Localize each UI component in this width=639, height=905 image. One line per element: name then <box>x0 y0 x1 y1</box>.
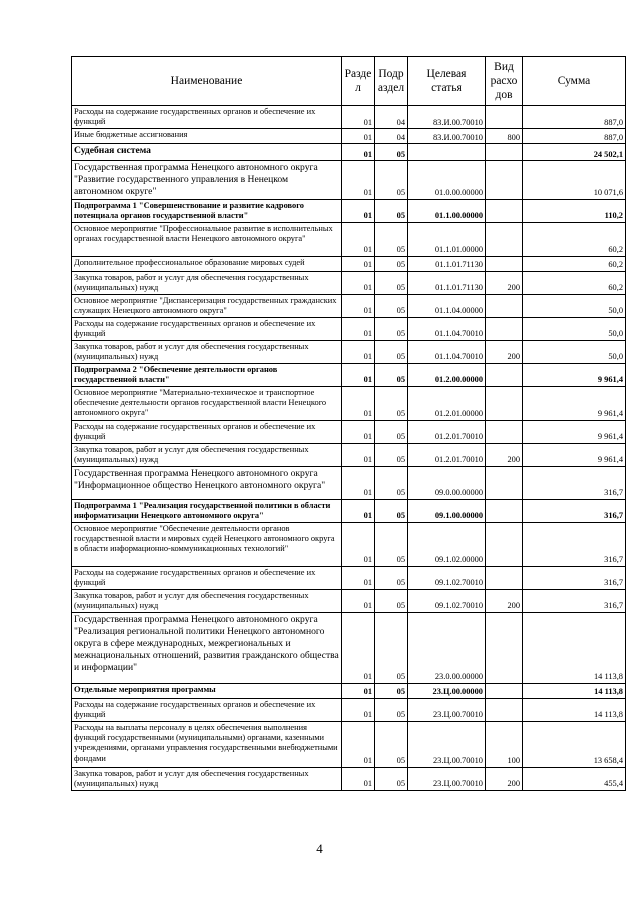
cell-section: 01 <box>342 129 375 144</box>
table-row <box>72 271 626 294</box>
cell-target: 01.1.04.70010 <box>408 340 486 363</box>
cell-sum: 13 658,4 <box>523 721 626 767</box>
cell-target: 01.2.00.00000 <box>408 363 486 386</box>
cell-type: 200 <box>486 589 523 612</box>
table-row <box>72 522 626 566</box>
cell-section: 01 <box>342 340 375 363</box>
cell-name: Закупка товаров, работ и услуг для обеспечения государственных (муниципальных) нужд <box>72 443 342 466</box>
table-row <box>72 144 626 161</box>
cell-sum: 10 071,6 <box>523 161 626 200</box>
cell-name: Иные бюджетные ассигнования <box>72 129 342 144</box>
cell-subsection: 05 <box>375 144 408 161</box>
cell-type: 200 <box>486 767 523 790</box>
table-row <box>72 767 626 790</box>
cell-target: 01.1.00.00000 <box>408 199 486 222</box>
cell-sum: 50,0 <box>523 294 626 317</box>
cell-section: 01 <box>342 499 375 522</box>
cell-name: Подпрограмма 2 "Обеспечение деятельности органов государственной власти" <box>72 363 342 386</box>
table-row <box>72 317 626 340</box>
cell-name: Подпрограмма 1 "Реализация государственной политики в области информатизации Ненецкого автономного округа" <box>72 499 342 522</box>
cell-name: Расходы на содержание государственных органов и обеспечение их функций <box>72 566 342 589</box>
cell-type <box>486 199 523 222</box>
table-row <box>72 466 626 499</box>
cell-subsection: 05 <box>375 589 408 612</box>
cell-subsection: 05 <box>375 271 408 294</box>
cell-type <box>486 363 523 386</box>
cell-name: Судебная система <box>72 144 342 161</box>
cell-type <box>486 144 523 161</box>
table-row <box>72 386 626 420</box>
cell-subsection: 05 <box>375 698 408 721</box>
cell-type <box>486 499 523 522</box>
cell-name: Расходы на содержание государственных органов и обеспечение их функций <box>72 317 342 340</box>
header-sum: Сумма <box>523 57 626 106</box>
cell-sum: 9 961,4 <box>523 420 626 443</box>
cell-subsection: 05 <box>375 466 408 499</box>
table-row <box>72 683 626 698</box>
table-row <box>72 443 626 466</box>
cell-section: 01 <box>342 767 375 790</box>
cell-section: 01 <box>342 522 375 566</box>
cell-sum: 455,4 <box>523 767 626 790</box>
cell-sum: 316,7 <box>523 589 626 612</box>
table-row <box>72 340 626 363</box>
table-row <box>72 420 626 443</box>
cell-type: 800 <box>486 129 523 144</box>
cell-section: 01 <box>342 612 375 683</box>
cell-type <box>486 420 523 443</box>
cell-sum: 50,0 <box>523 317 626 340</box>
cell-target: 01.1.01.71130 <box>408 256 486 271</box>
header-row <box>72 57 626 106</box>
cell-target: 23.Ц.00.70010 <box>408 767 486 790</box>
cell-sum: 60,2 <box>523 256 626 271</box>
cell-target: 23.Ц.00.00000 <box>408 683 486 698</box>
cell-sum: 14 113,8 <box>523 698 626 721</box>
cell-name: Закупка товаров, работ и услуг для обеспечения государственных (муниципальных) нужд <box>72 767 342 790</box>
cell-subsection: 05 <box>375 386 408 420</box>
header-target: Целевая статья <box>408 57 486 106</box>
cell-section: 01 <box>342 222 375 256</box>
table-row <box>72 199 626 222</box>
cell-subsection: 05 <box>375 443 408 466</box>
cell-sum: 14 113,8 <box>523 612 626 683</box>
cell-type <box>486 317 523 340</box>
table-row <box>72 129 626 144</box>
cell-sum: 316,7 <box>523 466 626 499</box>
table-row <box>72 222 626 256</box>
cell-name: Основное мероприятие "Материально-техническое и транспортное обеспечение деятельности органов государственной власти Ненецкого автономного округа" <box>72 386 342 420</box>
header-name: Наименование <box>72 57 342 106</box>
cell-section: 01 <box>342 566 375 589</box>
cell-target: 83.И.00.70010 <box>408 129 486 144</box>
cell-section: 01 <box>342 317 375 340</box>
cell-subsection: 05 <box>375 566 408 589</box>
cell-section: 01 <box>342 271 375 294</box>
cell-target: 09.1.02.70010 <box>408 589 486 612</box>
cell-target: 23.Ц.00.70010 <box>408 721 486 767</box>
table-row <box>72 106 626 129</box>
cell-target: 01.1.04.00000 <box>408 294 486 317</box>
cell-type <box>486 161 523 200</box>
cell-name: Расходы на содержание государственных органов и обеспечение их функций <box>72 420 342 443</box>
cell-type <box>486 683 523 698</box>
cell-section: 01 <box>342 144 375 161</box>
cell-sum: 316,7 <box>523 522 626 566</box>
cell-name: Закупка товаров, работ и услуг для обеспечения государственных (муниципальных) нужд <box>72 589 342 612</box>
cell-type <box>486 612 523 683</box>
cell-type: 200 <box>486 340 523 363</box>
table-row <box>72 161 626 200</box>
cell-section: 01 <box>342 721 375 767</box>
cell-subsection: 05 <box>375 767 408 790</box>
table-row <box>72 566 626 589</box>
page-number: 4 <box>316 841 323 856</box>
cell-name: Основное мероприятие "Профессиональное развитие в исполнительных органах государственной власти Ненецкого автономного округа" <box>72 222 342 256</box>
cell-type: 200 <box>486 271 523 294</box>
cell-name: Основное мероприятие "Диспансеризация государственных гражданских служащих Ненецкого автономного округа" <box>72 294 342 317</box>
cell-subsection: 05 <box>375 522 408 566</box>
cell-subsection: 05 <box>375 612 408 683</box>
cell-section: 01 <box>342 106 375 129</box>
cell-subsection: 04 <box>375 129 408 144</box>
cell-target: 09.0.00.00000 <box>408 466 486 499</box>
cell-section: 01 <box>342 256 375 271</box>
cell-section: 01 <box>342 466 375 499</box>
cell-section: 01 <box>342 698 375 721</box>
cell-target: 23.Ц.00.70010 <box>408 698 486 721</box>
table-row <box>72 294 626 317</box>
header-subsection: Подр аздел <box>375 57 408 106</box>
cell-sum: 9 961,4 <box>523 363 626 386</box>
cell-type <box>486 222 523 256</box>
cell-sum: 14 113,8 <box>523 683 626 698</box>
cell-sum: 50,0 <box>523 340 626 363</box>
cell-section: 01 <box>342 683 375 698</box>
cell-type: 200 <box>486 443 523 466</box>
cell-section: 01 <box>342 161 375 200</box>
cell-type <box>486 522 523 566</box>
header-type: Вид расхо дов <box>486 57 523 106</box>
cell-sum: 887,0 <box>523 129 626 144</box>
cell-name: Государственная программа Ненецкого автономного округа "Информационное общество Ненецкого автономного округа" <box>72 466 342 499</box>
cell-subsection: 05 <box>375 420 408 443</box>
cell-type <box>486 566 523 589</box>
cell-target: 01.2.01.00000 <box>408 386 486 420</box>
cell-name: Основное мероприятие "Обеспечение деятельности органов государственной власти и мировых судей Ненецкого автономного округа в области информационно-коммуникационных технологий" <box>72 522 342 566</box>
cell-subsection: 05 <box>375 363 408 386</box>
cell-type <box>486 698 523 721</box>
cell-subsection: 05 <box>375 199 408 222</box>
cell-subsection: 05 <box>375 721 408 767</box>
cell-name: Подпрограмма 1 "Совершенствование и развитие кадрового потенциала органов государственной власти" <box>72 199 342 222</box>
cell-subsection: 05 <box>375 683 408 698</box>
table-row <box>72 363 626 386</box>
table-row <box>72 721 626 767</box>
cell-target <box>408 144 486 161</box>
cell-sum: 60,2 <box>523 222 626 256</box>
cell-target: 09.1.02.00000 <box>408 522 486 566</box>
cell-target: 01.2.01.70010 <box>408 443 486 466</box>
cell-subsection: 05 <box>375 161 408 200</box>
cell-subsection: 05 <box>375 340 408 363</box>
cell-subsection: 04 <box>375 106 408 129</box>
cell-name: Расходы на содержание государственных органов и обеспечение их функций <box>72 106 342 129</box>
cell-name: Отдельные мероприятия программы <box>72 683 342 698</box>
cell-name: Государственная программа Ненецкого автономного округа "Реализация региональной политики Ненецкого автономного округа в сфере международных, межрегиональных и межнациональных отношений, развития гражданского общества и информации" <box>72 612 342 683</box>
cell-type <box>486 256 523 271</box>
cell-sum: 60,2 <box>523 271 626 294</box>
cell-type <box>486 106 523 129</box>
cell-target: 01.1.04.70010 <box>408 317 486 340</box>
cell-type <box>486 294 523 317</box>
cell-sum: 9 961,4 <box>523 386 626 420</box>
cell-name: Закупка товаров, работ и услуг для обеспечения государственных (муниципальных) нужд <box>72 340 342 363</box>
cell-target: 01.0.00.00000 <box>408 161 486 200</box>
cell-sum: 9 961,4 <box>523 443 626 466</box>
cell-type: 100 <box>486 721 523 767</box>
cell-sum: 110,2 <box>523 199 626 222</box>
cell-sum: 887,0 <box>523 106 626 129</box>
cell-name: Дополнительное профессиональное образование мировых судей <box>72 256 342 271</box>
cell-target: 01.1.01.00000 <box>408 222 486 256</box>
cell-subsection: 05 <box>375 499 408 522</box>
cell-name: Расходы на содержание государственных органов и обеспечение их функций <box>72 698 342 721</box>
cell-sum: 316,7 <box>523 566 626 589</box>
cell-name: Государственная программа Ненецкого автономного округа "Развитие государственного управления в Ненецком автономном округе" <box>72 161 342 200</box>
table-row <box>72 256 626 271</box>
cell-target: 01.2.01.70010 <box>408 420 486 443</box>
cell-sum: 24 502,1 <box>523 144 626 161</box>
cell-target: 83.И.00.70010 <box>408 106 486 129</box>
cell-name: Закупка товаров, работ и услуг для обеспечения государственных (муниципальных) нужд <box>72 271 342 294</box>
cell-target: 09.1.02.70010 <box>408 566 486 589</box>
cell-subsection: 05 <box>375 294 408 317</box>
cell-name: Расходы на выплаты персоналу в целях обеспечения выполнения функций государственными (муниципальными) органами, казенными учреждениями, органами управления государственными внебюджетными фондами <box>72 721 342 767</box>
table-row <box>72 589 626 612</box>
cell-subsection: 05 <box>375 222 408 256</box>
table-row <box>72 612 626 683</box>
cell-section: 01 <box>342 386 375 420</box>
cell-subsection: 05 <box>375 256 408 271</box>
header-section: Разде л <box>342 57 375 106</box>
cell-section: 01 <box>342 199 375 222</box>
cell-target: 09.1.00.00000 <box>408 499 486 522</box>
cell-type <box>486 466 523 499</box>
cell-section: 01 <box>342 420 375 443</box>
cell-section: 01 <box>342 363 375 386</box>
cell-subsection: 05 <box>375 317 408 340</box>
cell-section: 01 <box>342 589 375 612</box>
budget-table <box>71 56 626 791</box>
cell-section: 01 <box>342 443 375 466</box>
table-body <box>72 106 626 791</box>
cell-type <box>486 386 523 420</box>
cell-sum: 316,7 <box>523 499 626 522</box>
cell-target: 01.1.01.71130 <box>408 271 486 294</box>
table-row <box>72 698 626 721</box>
table-row <box>72 499 626 522</box>
cell-section: 01 <box>342 294 375 317</box>
cell-target: 23.0.00.00000 <box>408 612 486 683</box>
